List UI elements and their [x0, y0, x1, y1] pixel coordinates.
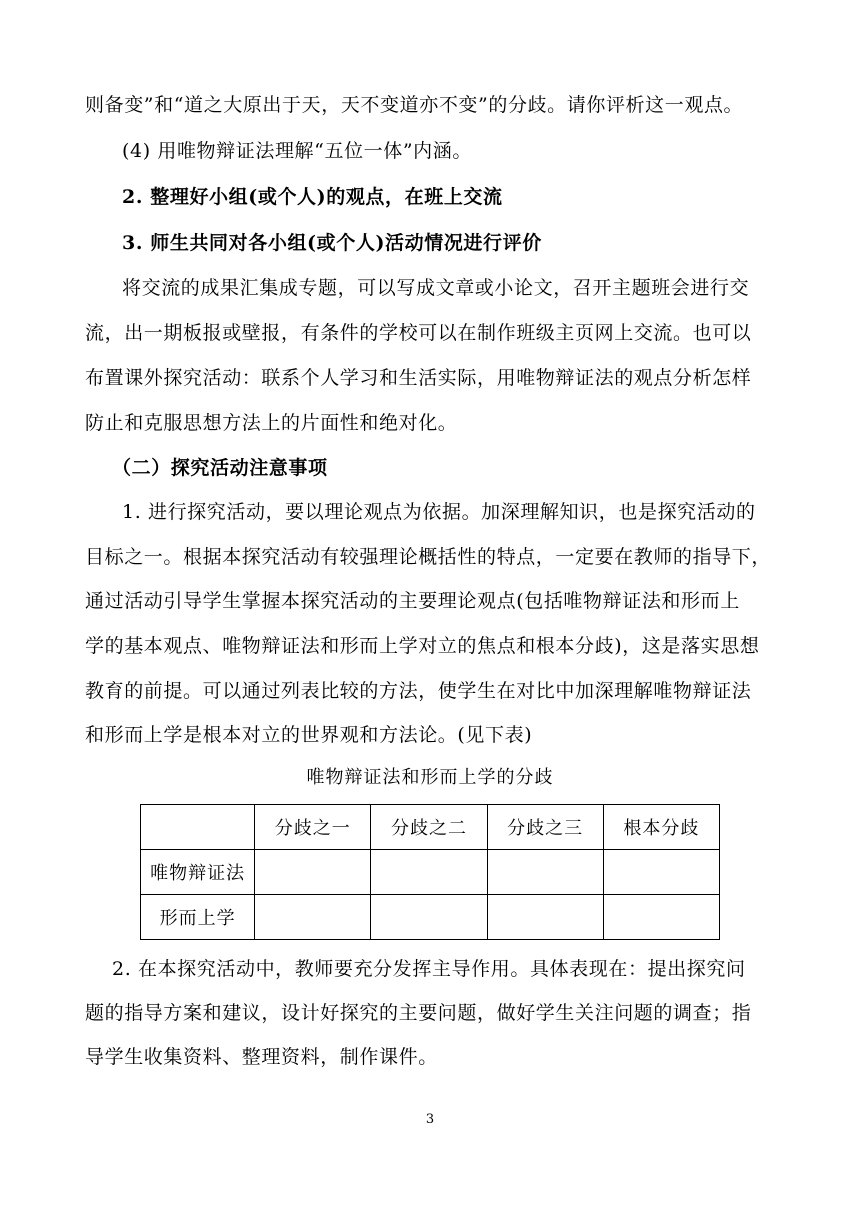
section-heading: 3. 师生共同对各小组(或个人)活动情况进行评价	[122, 232, 542, 254]
table-caption: 唯物辩证法和形而上学的分歧	[306, 767, 554, 788]
table-cell	[371, 850, 487, 895]
table-row-label: 唯物辩证法	[141, 850, 255, 895]
table-header-cell: 分歧之二	[371, 805, 487, 850]
paragraph-line: 题的指导方案和建议，设计好探究的主要问题，做好学生关注问题的调查；指	[85, 1002, 752, 1024]
paragraph-line: 教育的前提。可以通过列表比较的方法，使学生在对比中加深理解唯物辩证法	[85, 680, 752, 702]
paragraph-line: 学的基本观点、唯物辩证法和形而上学对立的焦点和根本分歧)，这是落实思想	[85, 635, 760, 657]
paragraph-line: 布置课外探究活动：联系个人学习和生活实际，用唯物辩证法的观点分析怎样	[85, 367, 752, 389]
table-cell	[603, 895, 719, 940]
table-header-row	[141, 805, 720, 850]
paragraph-line: 流，出一期板报或壁报，有条件的学校可以在制作班级主页网上交流。也可以	[85, 322, 752, 344]
paragraph-line: 防止和克服思想方法上的片面性和绝对化。	[85, 412, 458, 434]
table-row	[141, 895, 720, 940]
paragraph-line: 2. 在本探究活动中，教师要充分发挥主导作用。具体表现在：提出探究问	[112, 958, 746, 980]
paragraph-line: 导学生收集资料、整理资料，制作课件。	[85, 1046, 438, 1068]
table-cell	[487, 850, 603, 895]
table-header-cell: 分歧之一	[255, 805, 371, 850]
table-header-cell: 根本分歧	[603, 805, 719, 850]
table-cell	[255, 895, 371, 940]
comparison-table	[140, 804, 720, 940]
table-header-cell: 分歧之三	[487, 805, 603, 850]
table-cell	[487, 895, 603, 940]
section-heading: （二）探究活动注意事项	[112, 457, 328, 479]
list-item: (4) 用唯物辩证法理解“五位一体”内涵。	[122, 140, 472, 162]
paragraph-line: 和形而上学是根本对立的世界观和方法论。(见下表)	[85, 724, 533, 746]
page-number: 3	[425, 1112, 435, 1127]
table-row-label: 形而上学	[141, 895, 255, 940]
paragraph-line: 目标之一。根据本探究活动有较强理论概括性的特点，一定要在教师的指导下，	[85, 546, 772, 568]
section-heading: 2. 整理好小组(或个人)的观点，在班上交流	[122, 186, 503, 208]
paragraph-line: 通过活动引导学生掌握本探究活动的主要理论观点(包括唯物辩证法和形而上	[85, 590, 740, 612]
table-cell	[603, 850, 719, 895]
paragraph-line: 1. 进行探究活动，要以理论观点为依据。加深理解知识，也是探究活动的	[122, 501, 756, 523]
paragraph-line: 则备变”和“道之大原出于天，天不变道亦不变”的分歧。请你评析这一观点。	[85, 94, 744, 116]
table-cell	[255, 850, 371, 895]
table-cell	[371, 895, 487, 940]
table-row	[141, 850, 720, 895]
paragraph-line: 将交流的成果汇集成专题，可以写成文章或小论文，召开主题班会进行交	[122, 277, 750, 299]
table-header-cell	[141, 805, 255, 850]
